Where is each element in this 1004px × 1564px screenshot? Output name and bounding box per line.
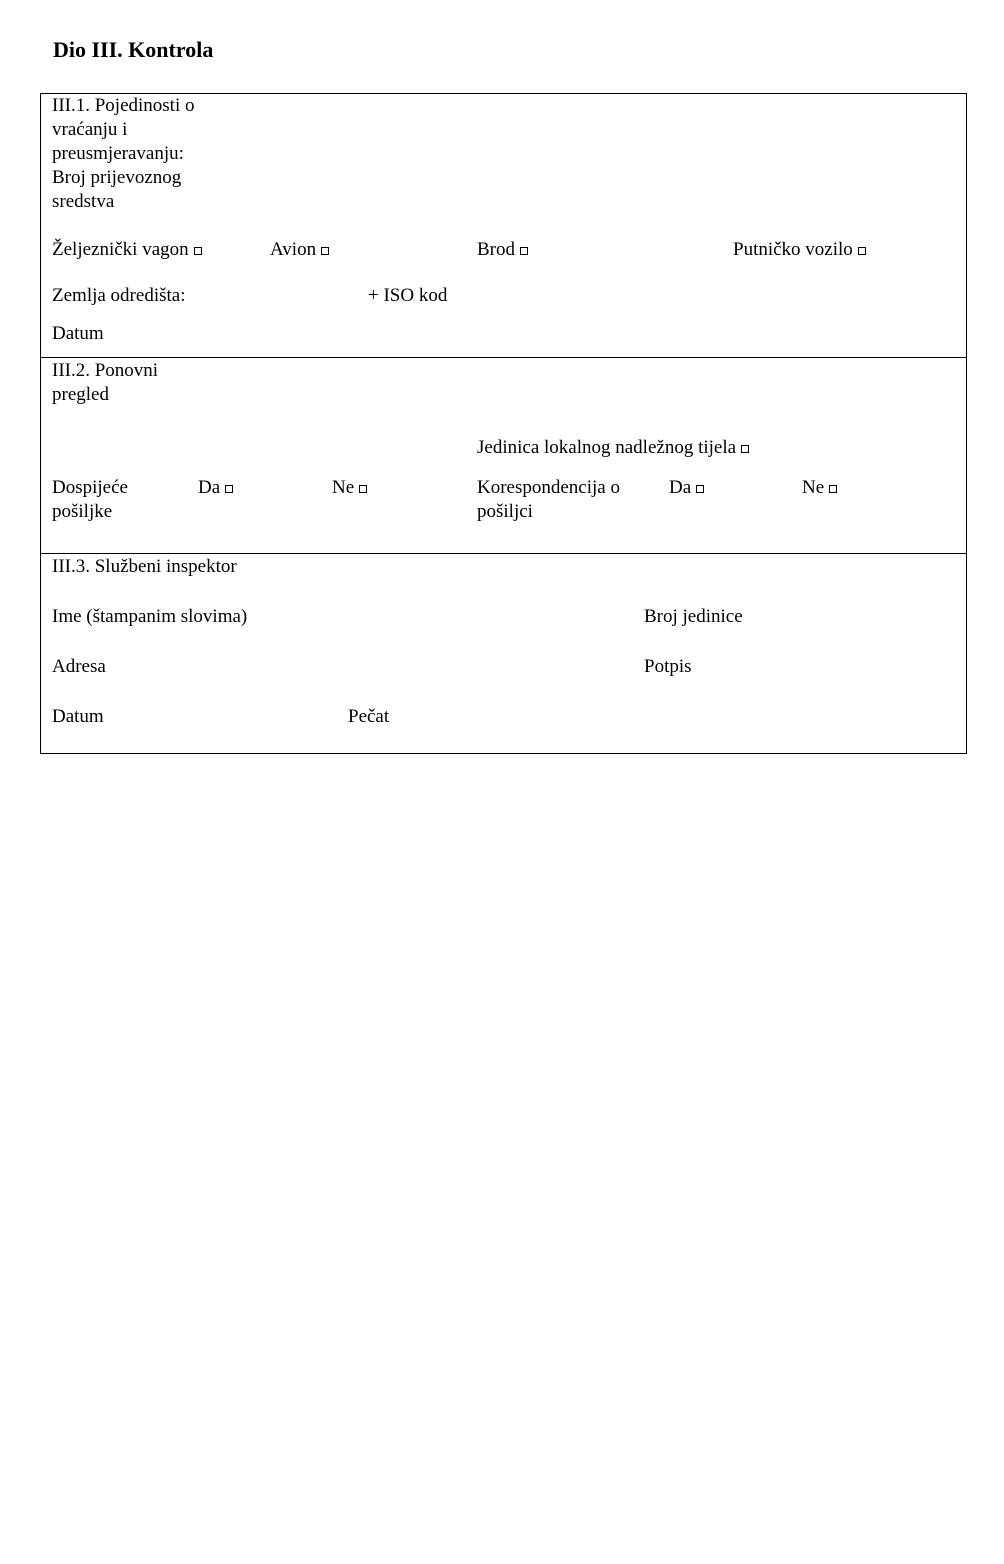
section2-heading-line: III.2. Ponovni [52, 360, 159, 381]
correspondence-no-checkbox[interactable] [829, 485, 837, 493]
local-authority-option[interactable] [477, 436, 749, 460]
address-label: Adresa [52, 656, 106, 677]
arrival-no-checkbox[interactable] [359, 485, 367, 493]
passenger-vehicle-label: Putničko vozilo [733, 239, 853, 260]
arrival-no-option[interactable] [332, 476, 367, 500]
correspondence-yes-checkbox[interactable] [696, 485, 704, 493]
iso-code-label: + ISO kod [368, 285, 448, 306]
section3-heading: III.3. Službeni inspektor [52, 556, 237, 577]
correspondence-no-option[interactable] [802, 476, 837, 500]
arrival-label-line: pošiljke [52, 501, 113, 522]
airplane-checkbox[interactable] [321, 247, 329, 255]
arrival-yes-option[interactable] [198, 476, 233, 500]
ship-label: Brod [477, 239, 515, 260]
section2-heading [52, 359, 158, 407]
section-divider [41, 553, 966, 554]
passenger-vehicle-option[interactable] [733, 238, 866, 262]
ship-checkbox[interactable] [520, 247, 528, 255]
section1-heading-line: sredstva [52, 191, 115, 212]
airplane-label: Avion [270, 239, 317, 260]
rail-wagon-option[interactable] [52, 238, 202, 262]
section1-heading-line: Broj prijevoznog [52, 167, 182, 188]
correspondence-no-label: Ne [802, 477, 825, 498]
arrival-yes-label: Da [198, 477, 221, 498]
rail-wagon-label: Željeznički vagon [52, 239, 189, 260]
correspondence-label [477, 476, 620, 524]
local-authority-checkbox[interactable] [741, 445, 749, 453]
arrival-no-label: Ne [332, 477, 355, 498]
local-authority-label: Jedinica lokalnog nadležnog tijela [477, 437, 737, 458]
section-divider [41, 357, 966, 358]
airplane-option[interactable] [270, 238, 329, 262]
section1-heading-line: III.1. Pojedinosti o [52, 95, 195, 116]
arrival-yes-checkbox[interactable] [225, 485, 233, 493]
arrival-label-line: Dospijeće [52, 477, 128, 498]
section1-heading [52, 94, 195, 214]
control-form [40, 93, 967, 754]
ship-option[interactable] [477, 238, 528, 262]
section2-heading-line: pregled [52, 384, 109, 405]
section1-heading-line: preusmjeravanju: [52, 143, 184, 164]
inspector-name-label: Ime (štampanim slovima) [52, 606, 248, 627]
passenger-vehicle-checkbox[interactable] [858, 247, 866, 255]
destination-country-label: Zemlja odredišta: [52, 285, 186, 306]
correspondence-label-line: pošiljci [477, 501, 533, 522]
section1-date-label: Datum [52, 323, 104, 344]
stamp-label: Pečat [348, 706, 390, 727]
signature-label: Potpis [644, 656, 692, 677]
rail-wagon-checkbox[interactable] [194, 247, 202, 255]
arrival-label [52, 476, 128, 524]
correspondence-yes-option[interactable] [669, 476, 704, 500]
page-title: Dio III. Kontrola [53, 37, 214, 62]
correspondence-yes-label: Da [669, 477, 692, 498]
section1-heading-line: vraćanju i [52, 119, 128, 140]
section3-date-label: Datum [52, 706, 104, 727]
correspondence-label-line: Korespondencija o [477, 477, 620, 498]
unit-number-label: Broj jedinice [644, 606, 743, 627]
